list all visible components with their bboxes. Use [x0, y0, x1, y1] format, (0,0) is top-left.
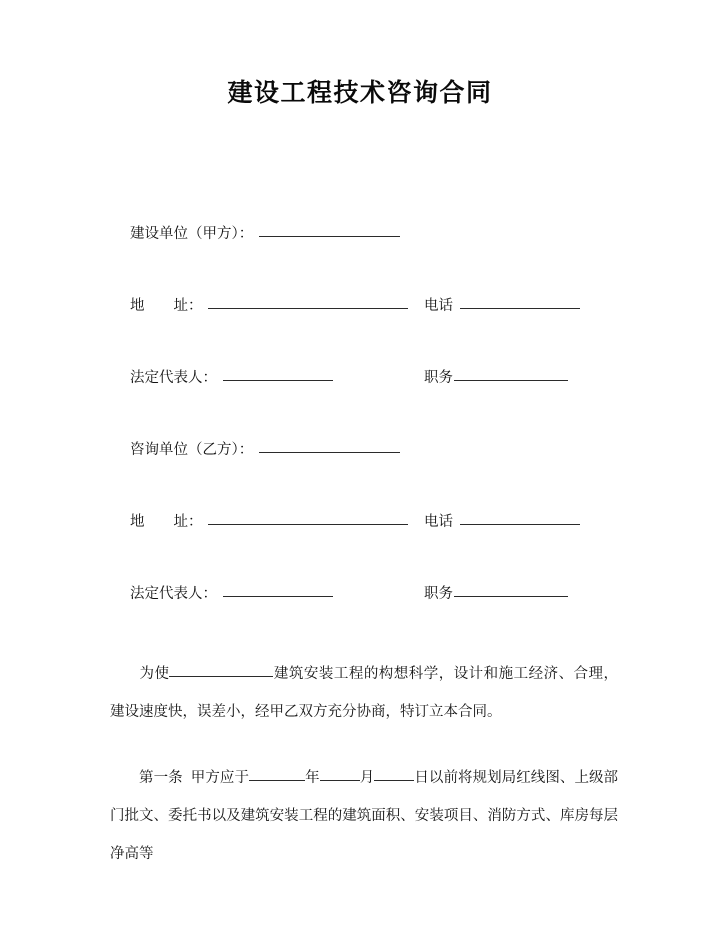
party-b-phone-label: 电话 — [424, 514, 453, 530]
preamble-project-input[interactable] — [169, 661, 273, 677]
article-1-text-before-date: 甲方应于 — [190, 770, 250, 786]
field-row-party-a-representative — [130, 365, 590, 437]
party-b-position-label: 职务 — [424, 586, 453, 602]
party-a-phone-label: 电话 — [424, 298, 453, 314]
field-row-party-a-address — [130, 293, 590, 365]
party-b-position-input[interactable] — [454, 581, 568, 597]
parties-form — [130, 221, 590, 653]
field-row-party-a-org — [130, 221, 590, 293]
field-row-party-b-org — [130, 437, 590, 509]
party-a-phone-group — [424, 293, 580, 316]
article-1-day-unit: 日 — [414, 770, 429, 786]
article-1-month-input[interactable] — [320, 765, 360, 781]
party-a-address-input[interactable] — [208, 293, 408, 309]
preamble-text: 建筑安装工程的构想科学，设计和施工经济、合理，建设速度快，误差小，经甲乙双方充分协商，特订立本合同。 — [110, 666, 619, 720]
field-row-party-b-representative — [130, 581, 590, 653]
party-b-org-input[interactable] — [259, 437, 400, 453]
article-1-number: 第一条 — [139, 770, 183, 786]
article-1-paragraph — [110, 759, 618, 873]
party-b-representative-label: 法定代表人： — [130, 586, 217, 602]
party-a-phone-input[interactable] — [460, 293, 580, 309]
party-b-address-input[interactable] — [208, 509, 408, 525]
party-a-org-label: 建设单位（甲方）： — [130, 226, 254, 242]
field-row-party-b-address — [130, 509, 590, 581]
article-1-year-input[interactable] — [249, 765, 305, 781]
party-b-phone-input[interactable] — [460, 509, 580, 525]
party-a-position-group — [424, 365, 568, 388]
party-a-representative-label: 法定代表人： — [130, 370, 217, 386]
article-1-month-unit: 月 — [359, 770, 375, 786]
party-a-org-input[interactable] — [259, 221, 400, 237]
article-1-text-after-date: 以前将规划局红线图、上级部门批文、委托书以及建筑安装工程的建筑面积、安装项目、消防方式、库房每层净高等 — [110, 770, 619, 862]
preamble-lead: 为使 — [139, 666, 170, 682]
party-b-position-group — [424, 581, 568, 604]
party-b-org-label: 咨询单位（乙方）： — [130, 442, 254, 458]
party-a-representative-input[interactable] — [223, 365, 333, 381]
preamble-paragraph — [110, 655, 618, 731]
contract-body — [110, 655, 618, 873]
party-b-address-label: 地 址： — [130, 514, 203, 530]
article-1-year-unit: 年 — [305, 770, 320, 786]
page-title: 建设工程技术咨询合同 — [227, 78, 493, 107]
party-a-address-label: 地 址： — [130, 298, 203, 314]
party-b-representative-input[interactable] — [223, 581, 333, 597]
article-1-day-input[interactable] — [374, 765, 414, 781]
party-a-position-input[interactable] — [454, 365, 568, 381]
party-b-phone-group — [424, 509, 580, 532]
party-a-position-label: 职务 — [424, 370, 453, 386]
